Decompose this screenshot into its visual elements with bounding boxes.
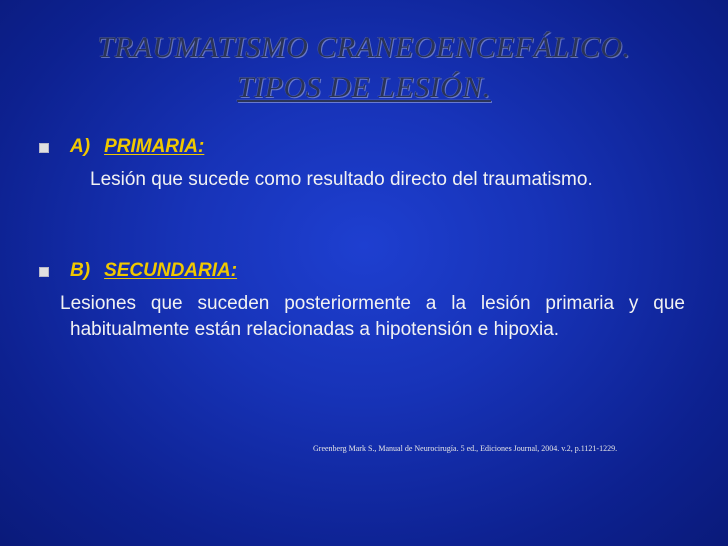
- bullet-primaria: [40, 136, 204, 158]
- title-line-2: TIPOS DE LESIÓN.: [237, 71, 491, 104]
- square-bullet-icon: [40, 268, 48, 276]
- bullet-letter: B): [70, 260, 91, 281]
- title-line-1: TRAUMATISMO CRANEOENCEFÁLICO.: [97, 31, 631, 64]
- square-bullet-icon: [40, 144, 48, 152]
- slide-title: [0, 28, 728, 108]
- bullet-secundaria: [40, 260, 237, 282]
- citation: Greenberg Mark S., Manual de Neurocirugía. 5 ed., Ediciones Journal, 2004. v.2, p.1121-1229.: [313, 444, 618, 453]
- bullet-letter: A): [70, 136, 91, 157]
- bullet-heading: SECUNDARIA:: [104, 260, 238, 281]
- bullet-heading: PRIMARIA:: [104, 136, 205, 157]
- bullet-text-secundaria: Lesiones que suceden posteriormente a la lesión primaria y que habitualmente están relacionadas a hipotensión e hipoxia.: [60, 293, 685, 340]
- bullet-text-primaria: Lesión que sucede como resultado directo del traumatismo.: [90, 169, 593, 190]
